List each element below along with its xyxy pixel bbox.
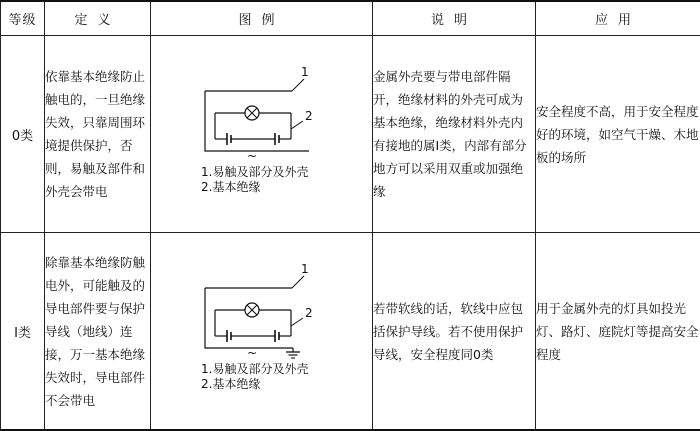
ground-icon: [286, 348, 300, 358]
header-grade: 等级: [1, 1, 45, 36]
table-row: [1, 233, 700, 431]
callout-1: 1: [301, 65, 309, 79]
row-grade: 0类: [1, 36, 45, 233]
header-application: 应用: [536, 1, 700, 36]
figure-legend: [201, 165, 372, 195]
legend-item-2: 2.基本绝缘: [201, 180, 261, 194]
header-figure: 图例: [151, 1, 373, 36]
circuit-figure-cell: [151, 36, 373, 233]
row-application: 安全程度不高，用于安全程度好的环境，如空气干燥、木地板的场所: [536, 36, 700, 233]
circuit-figure-cell: [151, 233, 373, 431]
row-definition: 依靠基本绝缘防止触电的，一旦绝缘失效，只靠周围环境提供保护，否则，易触及部件和外壳会带电: [45, 36, 151, 233]
row-grade: Ⅰ类: [1, 233, 45, 431]
legend-item-1: 1.易触及部分及外壳: [201, 362, 309, 376]
row-description: 金属外壳要与带电部件隔开，绝缘材料的外壳可成为基本绝缘，绝缘材料外壳内有接地的属Ⅰ类，内部有部分地方可以采用双重或加强绝缘: [373, 36, 536, 233]
callout-2: 2: [305, 109, 313, 123]
row-application: 用于金属外壳的灯具如投光灯、路灯、庭院灯等提高安全程度: [536, 233, 700, 431]
header-row: [1, 1, 700, 36]
circuit-diagram: [197, 65, 313, 163]
circuit-diagram: [197, 262, 313, 360]
legend-item-2: 2.基本绝缘: [201, 377, 261, 391]
ac-symbol: ~: [247, 346, 258, 360]
legend-item-1: 1.易触及部分及外壳: [201, 165, 309, 179]
figure-legend: [201, 362, 372, 392]
ac-symbol: ~: [247, 149, 258, 163]
callout-2: 2: [305, 306, 313, 320]
row-description: 若带软线的话，软线中应包括保护导线。若不使用保护导线，安全程度同0类: [373, 233, 536, 431]
header-description: 说明: [373, 1, 536, 36]
callout-1: 1: [301, 262, 309, 276]
header-definition: 定义: [45, 1, 151, 36]
row-definition: 除靠基本绝缘防触电外，可能触及的导电部件要与保护导线（地线）连接，万一基本绝缘失效时，导电部件不会带电: [45, 233, 151, 431]
table-row: [1, 36, 700, 233]
